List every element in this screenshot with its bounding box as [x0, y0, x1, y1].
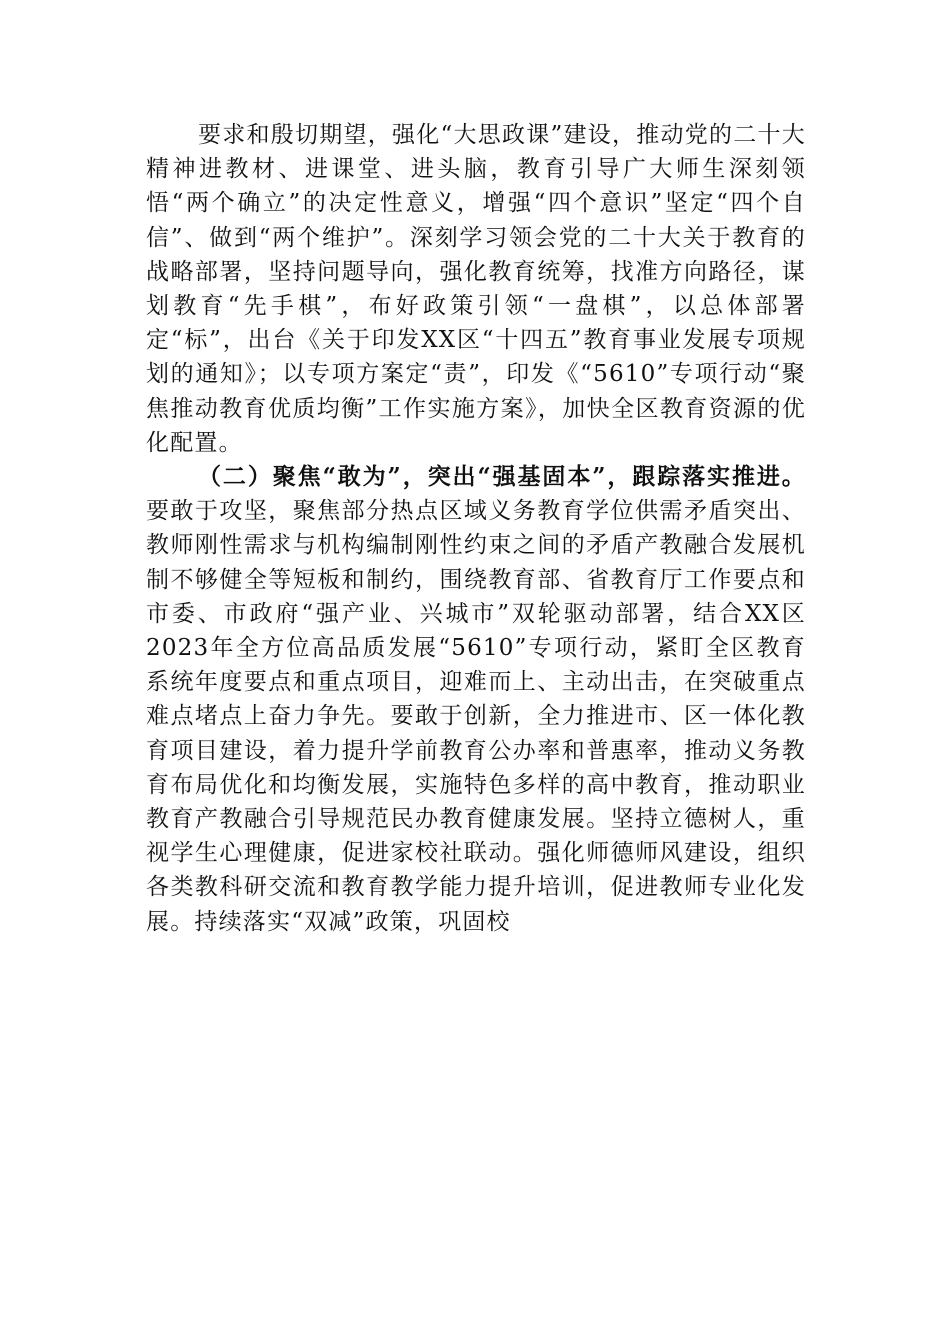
document-body [146, 118, 806, 939]
section-2-heading: （二）聚焦“敢为”，突出“强基固本”，跟踪落实推进。 [198, 463, 806, 491]
paragraph-1: 要求和殷切期望，强化“大思政课”建设，推动党的二十大精神进教材、进课堂、进头脑，教育引导广大师生深刻领悟“两个确立”的决定性意义，增强“四个意识”坚定“四个自信”、做到“两个维护”。深刻学习领会党的二十大关于教育的战略部署，坚持问题导向，强化教育统筹，找准方向路径，谋划教育“先手棋”，布好政策引领“一盘棋”，以总体部署定“标”，出台《关于印发XX区“十四五”教育事业发展专项规划的通知》；以专项方案定“责”，印发《“5610”专项行动“聚焦推动教育优质均衡”工作实施方案》，加快全区教育资源的优化配置。 [146, 122, 806, 456]
section-2-paragraph [146, 460, 806, 939]
section-2-body: 要敢于攻坚，聚焦部分热点区域义务教育学位供需矛盾突出、教师刚性需求与机构编制刚性约束之间的矛盾产教融合发展机制不够健全等短板和制约，围绕教育部、省教育厅工作要点和市委、市政府“强产业、兴城市”双轮驱动部署，结合XX区2023年全方位高品质发展“5610”专项行动，紧盯全区教育系统年度要点和重点项目，迎难而上、主动出击，在突破重点难点堵点上奋力争先。要敢于创新，全力推进市、区一体化教育项目建设，着力提升学前教育公办率和普惠率，推动义务教育布局优化和均衡发展，实施特色多样的高中教育，推动职业教育产教融合引导规范民办教育健康发展。坚持立德树人，重视学生心理健康，促进家校社联动。强化师德师风建设，组织各类教科研交流和教育教学能力提升培训，促进教师专业化发展。持续落实“双减”政策，巩固校 [146, 498, 806, 935]
